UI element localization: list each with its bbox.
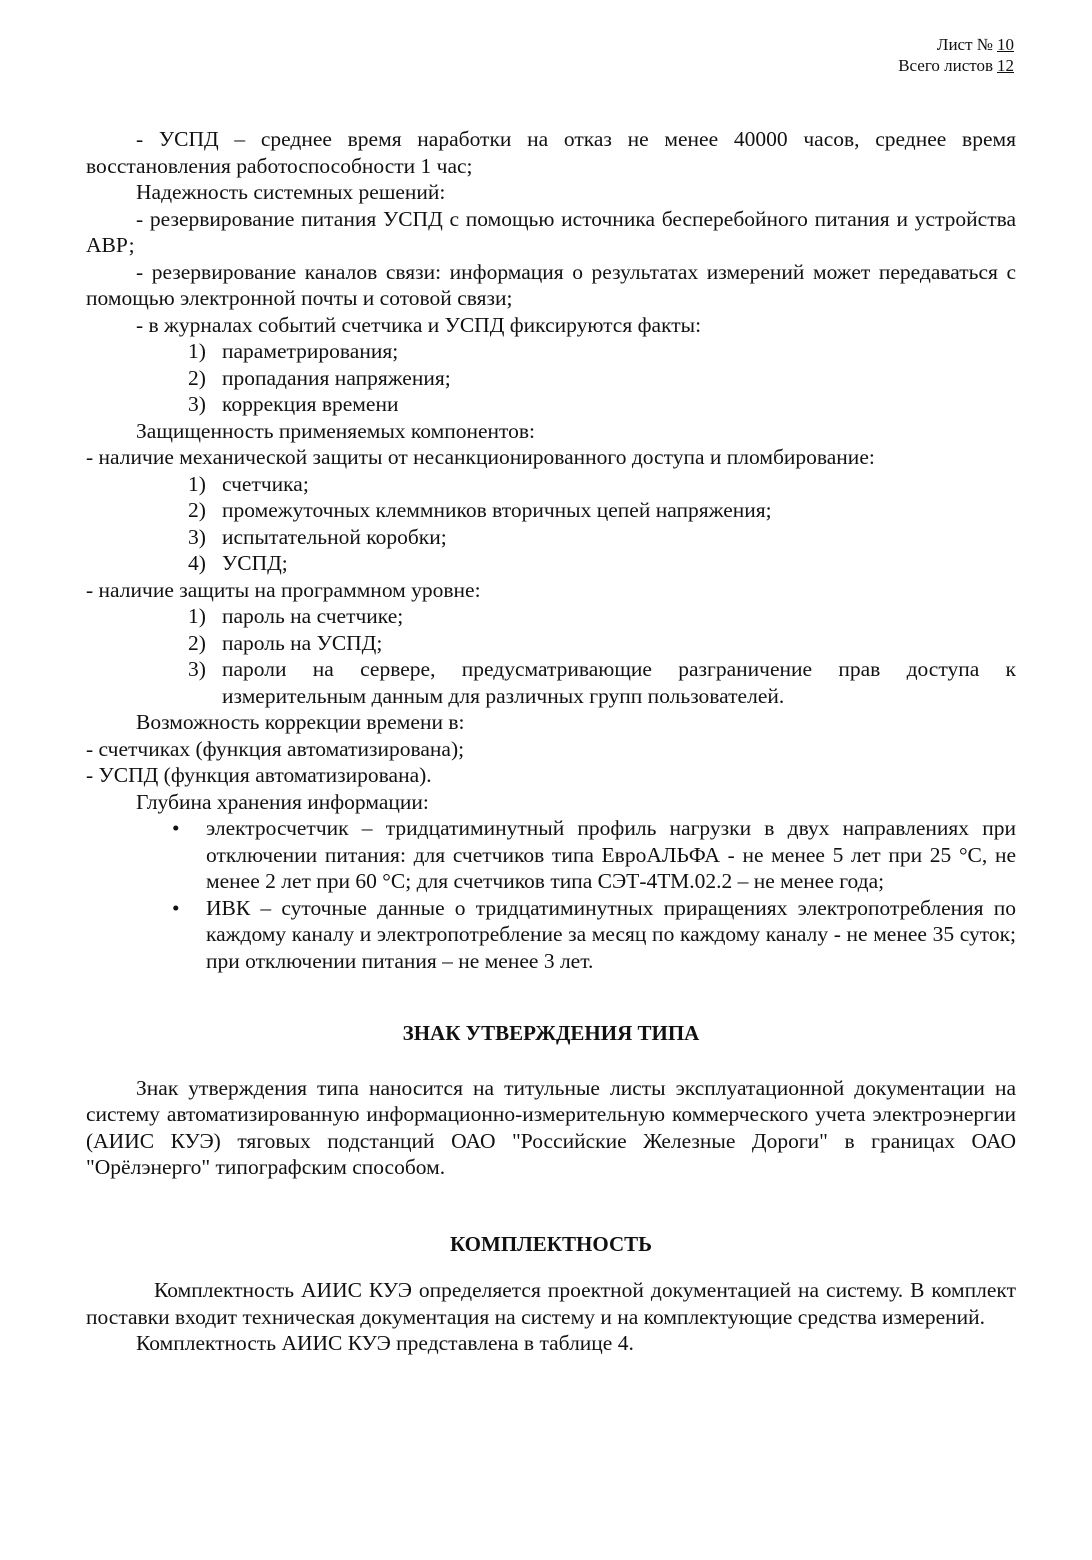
power-backup-paragraph: - резервирование питания УСПД с помощью источника бесперебойного питания и устройства АВР; xyxy=(86,206,1016,257)
list-item xyxy=(86,391,1016,418)
approval-paragraph: Знак утверждения типа наносится на титульные листы эксплуатационной документации на систему автоматизированную информационно-измерительную коммерческого учета электроэнергии (АИИС КУЭ) тяговых подстанций ОАО "Российские Железные Дороги" в границах ОАО "Орёлэнерго" типографским способом. xyxy=(86,1075,1016,1179)
list-text: счетчика; xyxy=(222,471,309,496)
list-item xyxy=(86,656,1016,709)
list-item xyxy=(86,895,1016,975)
time-correction-uspd: - УСПД (функция автоматизирована). xyxy=(86,763,432,787)
list-text: коррекция времени xyxy=(222,392,399,416)
list-number: 2) xyxy=(188,630,206,655)
approval-section-title: ЗНАК УТВЕРЖДЕНИЯ ТИПА xyxy=(402,1021,700,1045)
list-number: 1) xyxy=(188,471,206,496)
list-number: 3) xyxy=(188,657,206,681)
event-logs-paragraph: - в журналах событий счетчика и УСПД фиксируются факты: xyxy=(136,312,702,337)
time-correction-meters: - счетчиках (функция автоматизирована); xyxy=(86,736,465,761)
list-number: 3) xyxy=(188,392,206,416)
list-text: параметрирования; xyxy=(222,339,399,363)
list-text: пропадания напряжения; xyxy=(222,365,451,390)
list-number: 2) xyxy=(188,498,206,522)
list-text: испытательной коробки; xyxy=(222,524,447,549)
mechanical-protection-list xyxy=(86,471,1016,577)
bullet-icon: • xyxy=(172,895,180,920)
mechanical-protection-paragraph: - наличие механической защиты от несанкционированного доступа и пломбирование: xyxy=(86,445,875,469)
list-item xyxy=(86,815,1016,895)
list-number: 4) xyxy=(188,551,206,575)
list-item xyxy=(86,365,1016,392)
list-text: УСПД; xyxy=(222,551,288,575)
list-number: 2) xyxy=(188,365,206,390)
list-item xyxy=(86,338,1016,365)
list-text: пароли на сервере, предусматривающие разграничение прав доступа к измерительным данным для различных групп пользователей. xyxy=(222,657,1016,708)
list-number: 1) xyxy=(188,604,206,628)
page-header xyxy=(898,34,1014,76)
uspd-reliability-paragraph: - УСПД – среднее время наработки на отказ не менее 40000 часов, среднее время восстановления работоспособности 1 час; xyxy=(86,127,1016,178)
list-text: промежуточных клеммников вторичных цепей напряжения; xyxy=(222,498,772,522)
list-text: ИВК – суточные данные о тридцатиминутных приращениях электропотребления по каждому каналу и электропотребление за месяц по каждому каналу - не менее 35 суток; при отключении питания – не менее 3 лет. xyxy=(206,895,1016,973)
list-item xyxy=(86,550,1016,577)
total-sheets-number: 12 xyxy=(997,56,1014,75)
completeness-table-reference: Комплектность АИИС КУЭ представлена в таблице 4. xyxy=(136,1331,634,1355)
software-protection-paragraph: - наличие защиты на программном уровне: xyxy=(86,577,481,602)
list-item xyxy=(86,603,1016,630)
total-sheets-line xyxy=(898,55,1014,76)
sheet-label: Лист № xyxy=(936,35,993,54)
list-item xyxy=(86,630,1016,657)
completeness-paragraph: Комплектность АИИС КУЭ определяется проектной документацией на систему. В комплект поставки входит техническая документация на систему и на комплектующие средства измерений. xyxy=(86,1278,1016,1329)
list-number: 3) xyxy=(188,524,206,549)
list-text: пароль на УСПД; xyxy=(222,630,383,655)
list-text: электросчетчик – тридцатиминутный профиль нагрузки в двух направлениях при отключении питания: для счетчиков типа ЕвроАЛЬФА - не менее 5 лет при 25 °С, не менее 2 лет при 60 °С; для счетчиков типа СЭТ-4ТМ.02.2 – не менее года; xyxy=(206,816,1016,893)
sheet-number: 10 xyxy=(997,35,1014,54)
event-list xyxy=(86,338,1016,418)
software-protection-list xyxy=(86,603,1016,709)
protection-heading: Защищенность применяемых компонентов: xyxy=(136,418,536,443)
storage-bullet-list xyxy=(86,815,1016,974)
sheet-number-line xyxy=(898,34,1014,55)
list-item xyxy=(86,471,1016,498)
time-correction-heading: Возможность коррекции времени в: xyxy=(136,710,465,734)
system-reliability-heading: Надежность системных решений: xyxy=(136,180,446,204)
document-body xyxy=(86,126,1016,1357)
list-number: 1) xyxy=(188,339,206,363)
list-text: пароль на счетчике; xyxy=(222,604,404,628)
bullet-icon: • xyxy=(172,816,180,840)
total-sheets-label: Всего листов xyxy=(898,56,993,75)
completeness-section-title: КОМПЛЕКТНОСТЬ xyxy=(449,1231,653,1256)
list-item xyxy=(86,524,1016,551)
channel-backup-paragraph: - резервирование каналов связи: информация о результатах измерений может передаваться с помощью электронной почты и сотовой связи; xyxy=(86,259,1016,310)
storage-heading: Глубина хранения информации: xyxy=(136,789,429,814)
list-item xyxy=(86,497,1016,524)
